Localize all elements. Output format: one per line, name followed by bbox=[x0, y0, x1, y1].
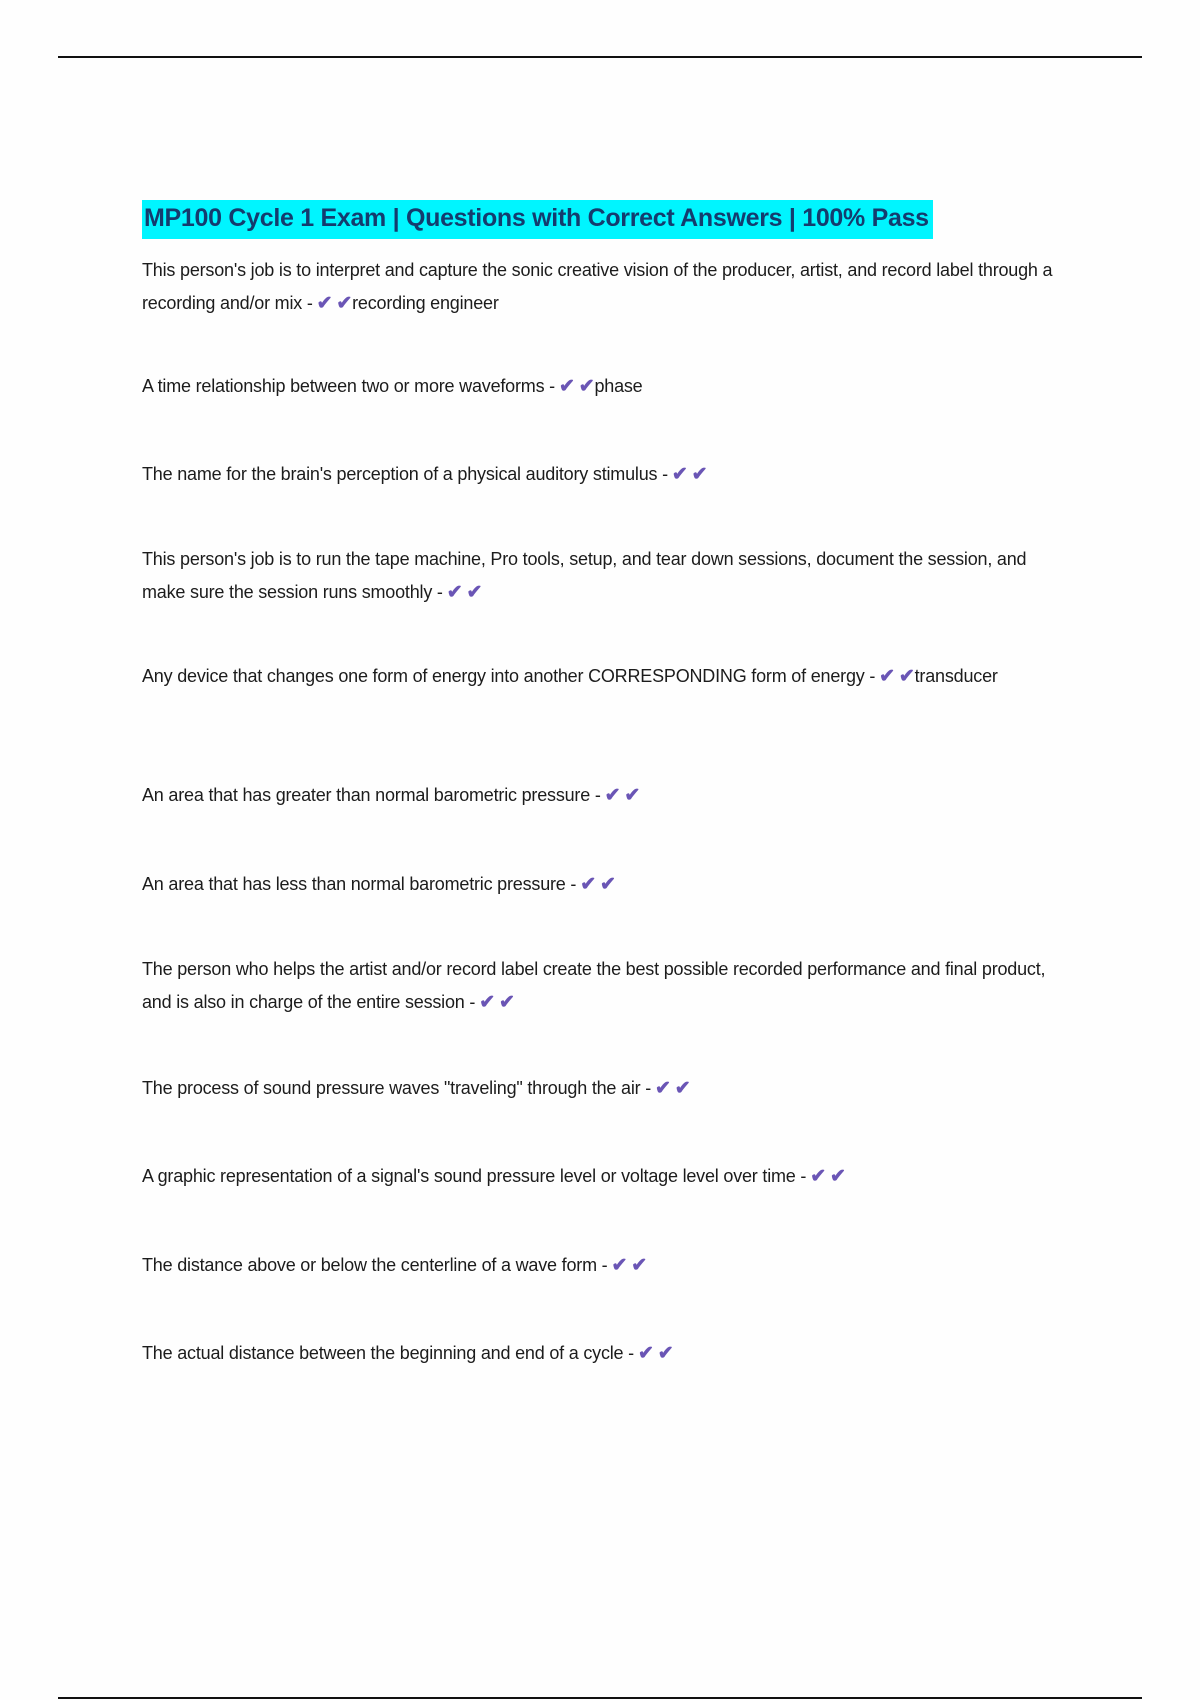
question-text: Any device that changes one form of energy into another CORRESPONDING form of energy - bbox=[142, 666, 876, 686]
check-icon: ✔ bbox=[829, 1166, 846, 1187]
check-icon: ✔ bbox=[578, 376, 595, 397]
check-icon: ✔ bbox=[810, 1166, 826, 1187]
footer-rule bbox=[58, 1697, 1142, 1699]
check-icon: ✔ bbox=[336, 293, 353, 314]
qa-item bbox=[142, 1072, 1062, 1105]
check-icon: ✔ bbox=[637, 1343, 654, 1364]
qa-item bbox=[142, 953, 1062, 1019]
header-rule bbox=[58, 56, 1142, 58]
check-icon: ✔ bbox=[599, 874, 616, 895]
document-title: MP100 Cycle 1 Exam | Questions with Correct Answers | 100% Pass bbox=[142, 200, 933, 239]
qa-item bbox=[142, 660, 1062, 693]
qa-item bbox=[142, 1160, 1062, 1193]
question-text: The name for the brain's perception of a physical auditory stimulus - bbox=[142, 464, 668, 484]
qa-item bbox=[142, 254, 1062, 320]
qa-item bbox=[142, 868, 1062, 901]
check-icon: ✔ bbox=[611, 1255, 628, 1276]
check-icon: ✔ bbox=[631, 1255, 647, 1276]
check-icon: ✔ bbox=[691, 464, 708, 485]
question-text: This person's job is to run the tape machine, Pro tools, setup, and tear down sessions, document the session, and make sure the session runs smoothly - bbox=[142, 549, 1027, 602]
qa-item bbox=[142, 1337, 1062, 1370]
check-icon: ✔ bbox=[479, 992, 495, 1013]
check-icon: ✔ bbox=[655, 1078, 671, 1099]
check-icon: ✔ bbox=[898, 666, 915, 687]
answer-text: transducer bbox=[914, 666, 998, 686]
check-icon: ✔ bbox=[316, 293, 333, 314]
question-text: The process of sound pressure waves "traveling" through the air - bbox=[142, 1078, 652, 1098]
check-icon: ✔ bbox=[498, 992, 515, 1013]
check-icon: ✔ bbox=[446, 582, 463, 603]
question-text: An area that has greater than normal barometric pressure - bbox=[142, 785, 601, 805]
check-icon: ✔ bbox=[657, 1343, 674, 1364]
check-icon: ✔ bbox=[604, 785, 621, 806]
question-text: An area that has less than normal barometric pressure - bbox=[142, 874, 577, 894]
qa-item bbox=[142, 1249, 1062, 1282]
qa-item bbox=[142, 543, 1062, 609]
question-text: A graphic representation of a signal's sound pressure level or voltage level over time - bbox=[142, 1166, 807, 1186]
check-icon: ✔ bbox=[879, 666, 895, 687]
qa-item bbox=[142, 458, 1062, 491]
question-text: The person who helps the artist and/or record label create the best possible recorded performance and final product, and is also in charge of the entire session - bbox=[142, 959, 1046, 1012]
check-icon: ✔ bbox=[466, 582, 483, 603]
check-icon: ✔ bbox=[674, 1078, 691, 1099]
qa-item bbox=[142, 779, 1062, 812]
check-icon: ✔ bbox=[624, 785, 641, 806]
answer-text: recording engineer bbox=[352, 293, 499, 313]
check-icon: ✔ bbox=[558, 376, 575, 397]
answer-text: phase bbox=[594, 376, 643, 396]
check-icon: ✔ bbox=[580, 874, 596, 895]
question-text: This person's job is to interpret and capture the sonic creative vision of the producer, artist, and record label through a recording and/or mix - bbox=[142, 260, 1053, 313]
question-text: The distance above or below the centerline of a wave form - bbox=[142, 1255, 608, 1275]
qa-item bbox=[142, 370, 1062, 403]
check-icon: ✔ bbox=[671, 464, 688, 485]
question-text: The actual distance between the beginning and end of a cycle - bbox=[142, 1343, 634, 1363]
question-text: A time relationship between two or more waveforms - bbox=[142, 376, 555, 396]
